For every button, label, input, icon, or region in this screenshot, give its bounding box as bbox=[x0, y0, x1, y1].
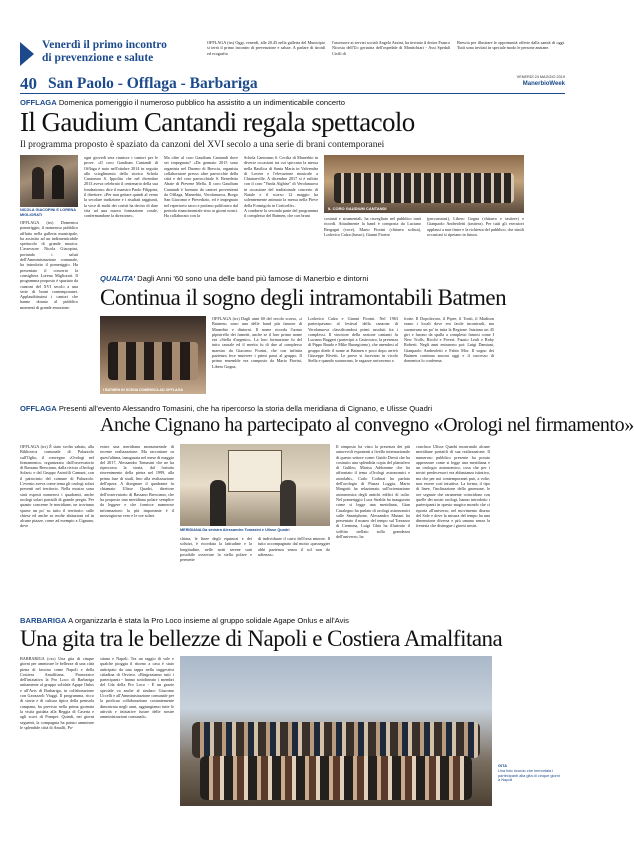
group-front-row bbox=[200, 756, 472, 800]
article3-kicker: OFFLAGA Presenti all'evento Alessandro Tomasini, che ha ripercorso la storia della meridiana di Cignano, e Ulisse Quadri bbox=[20, 404, 433, 413]
article-batmen bbox=[20, 272, 565, 402]
article3-photo-caption: MERIDIANA Da sinistra Alessandro Tomasini e Ulisse Quadri bbox=[180, 528, 290, 532]
paper-name: ManerbioWeek bbox=[522, 81, 565, 87]
article1-col-4: Schola Cantorum S. Cecilia di Manerbio in diverse occasioni tra cui spiccano la messa nella Basilica di Santa Maria in Valvendra di Lovere e l'elevazione musicale a Chiatonville. A dicembre 2017 si è esibito con il coro "Vinda Alghise" di Verolanuova in occasione del tradizionale concerto di Natale e il scorso 12 maggio ha solennemente animato la messa nella Pieve della Formigola in Corticelle». A condurre la seconda parte del programma il complesso del Batmen, che con brani bbox=[244, 155, 318, 219]
article1-photo-choir bbox=[324, 155, 524, 213]
article1-photo-speakers bbox=[20, 155, 78, 207]
section-title: San Paolo - Offlaga - Barbariga bbox=[48, 75, 258, 92]
article1-col-1: OFFLAGA (trs) Domenica pomeriggio, il numeroso pubblico affluito nella galleria municipale, ha assistito ad un indimenticabile spettacolo di grande musica. L'assessore Nicola Giacopini, portando i saluti dell'Amministrazione comunale, ha introdotto il pomeriggio. Ha presentato il concerto la consigliera Lorena Migliorati. Il programma proposto è spaziato da canzoni del XVI secolo a una serie di brani contemporanei. Applauditissimi i cantori che hanno donato al pubblico momenti di grande emozione. bbox=[20, 220, 78, 310]
article1-col-5: costanti e strumentali, ha risvegliato nel pubblico tanti ricordi. Attualmente la band è composta da Luciano Bergagni (voce), Mario Fiorini (chitarra solista), Lodovico Calza (basso), Gianni Fiorini bbox=[324, 216, 421, 237]
article-cignano bbox=[20, 402, 634, 612]
article3-col-3: chiara, le linee degli equinozi e dei solstizi, è ricordata la latitudine e la longitudine, nelle notti serene sarà possibile osservare la stella polare e permette bbox=[180, 536, 252, 563]
choir-row bbox=[334, 173, 514, 203]
banner-arrow-icon bbox=[20, 42, 34, 66]
band-members bbox=[108, 342, 198, 380]
article3-col-5: concluso Ulisse Quadri mostrando alcune meridiane portatili di sua realizzazione. Il numeroso pubblico presente ha potuto apprezzare come si legge una meridiana e un orologio astronomico, cosa che per i nostri predecessori era abbastanza istintivo, ma che per noi contemporanei può, a volte, non essere così intuitiva. La forma, il tipo di linee, l'inclinazione dello gnomone, le ore segnate che raramente coincidono con quelle dei nostri orologi, hanno introdotto i partecipanti in questo magico mondo che ci riporta all'universo, nel movimento diurno del Sole e dove la misura del tempo ha una dimensione diversa e più umana senza la frenesia che distingue i giorni nostri. bbox=[416, 444, 490, 529]
article3-col-1: OFFLAGA (trs) È stato svolto sabato, alla Biblioteca comunale di Palazzolo sull'Oglio, il convegno «Orologi nel firmamento» organizzato dall'osservatorio di Bassano Bresciano, dalla rivista «Orologi Solari» e dal Gruppo Astrofili Camuni, con il patrocinio del comune di Palazzolo. L'evento aveva come tema gli orologi solari presenti nel territorio. Nella mostra sono stati esposti numerosi i quadranti, anche orologi solari portatili di grande pregio. Per quanto concerne le meridiane, ne troviamo sparse un po' su tutto il territorio: sulle chiese ed anche su molte abitazioni ed in alcune piazze, come ad esempio a Cignano, dove bbox=[20, 444, 94, 529]
article1-kicker: OFFLAGA Domenica pomeriggio il numeroso pubblico ha assistito a un indimenticabile concerto bbox=[20, 98, 346, 107]
article1-col-6: (percussioni), Libero Gogna (chitarra e tastiere) e Gianpaolo Andreoletti (tastiera). Per tutti gli esecutori applausi a non finire e la richiesta del pubblico, che simili occasioni si ripetano in futuro. bbox=[427, 216, 524, 237]
article-barbariga bbox=[20, 616, 565, 836]
article4-headline: Una gita tra le bellezze di Napoli e Costiera Amalfitana bbox=[20, 626, 503, 651]
article1-subhead: Il programma proposto è spaziato da canzoni del XVI secolo a una serie di brani contemporanei bbox=[20, 140, 385, 150]
article2-photo-caption: I BATMEN IN SCENA DOMENICA AD OFFLAGA bbox=[103, 388, 183, 392]
banner-col-3: Brescia per illustrare le opportunità offerte dalla sanità di oggi. Tutti sono invitati in speciale modo le persone anziane. bbox=[457, 40, 565, 51]
banner-col-1: OFFLAGA (trs) Oggi, venerdì, alle 20.45 nella galleria del Municipio si terrà il primo incontro di prevenzione e salute. A parlare di tiroidi ed ecografia bbox=[207, 40, 325, 56]
article3-col-2: esiste una meridiana monumentale di recente realizzazione. Ma raccontare su quest'ultima, inaugurata nel mese di maggio del 2017, Alessandro Tomasini che ne ha ripercorso la storia, dal fortuito rinvenimento della pietra nel 1999, alla prima fase di studi, fino alla realizzazione dell'opera. A disegnare il quadrante fu chiamato Ulisse Quadri, direttore dell'osservatorio di Bassano Bresciano, che ha proposto una meridiana polare semplice da leggere e che fornisce numerose informazioni: la più importante è il mezzogiorno vero e le ore solari. bbox=[100, 444, 174, 518]
person-right bbox=[52, 165, 64, 199]
article4-photo-caption: GITA Una foto ricordo che immortala i partecipanti alla gita di cinque giorni a Napoli bbox=[498, 763, 560, 783]
group-back-row bbox=[192, 722, 480, 758]
page-header bbox=[20, 74, 565, 94]
article1-photo1-caption: NICOLA GIACOPINI E LORENA MIGLIORATI bbox=[20, 208, 76, 217]
banner-col-2: l'assessore ai servizi sociali Angelo Azzini, ha invitato il dottor Franco Nicosia dell'Uo geriatria dell'ospedale di Montichiari - Asst Spedali Civili di bbox=[332, 40, 450, 56]
article2-photo-band bbox=[100, 316, 206, 394]
article2-kicker: QUALITA' Dagli Anni '60 sono una delle band più famose di Manerbio e dintorni bbox=[100, 274, 369, 283]
article1-col-2: ogni giovedì sera riunisce i cantori per le prove. «Il coro Gaudium Cantandi di Offlaga è nato nell'ottobre 2014 in seguito allo scioglimento della storica Schola Cantorum S. Ippolito che nel dicembre 2013 aveva celebrato il centenario della sua fondazione» dice il maestro Paolo Filippini, il direttore. «Per non gettare quindi al vento la secolare tradizione e i risultati raggiunti, la voce di molti dei coristi ha deciso di dare vita ad una nuova formazione corale, confermandone la direzione». bbox=[84, 155, 158, 219]
article1-photo2-caption: IL CORO GAUDIUM CANTANDI bbox=[328, 206, 387, 211]
article3-col-4: Il simposio ha visto la presenza dei più autorevoli esponenti a livello internazionale di questo settore come: Guido Dresti che ha costruito una splendida copia del planisfero di Galileo, Marisa Addomine che ha affrontato il tema «Orologi astronomici e astrolabi», Carlo Corbuzi ha parlato dell'orologio di Piazza Loggia, Mario Margotti ha relazionato sull'orientazione astronomica degli antichi edifici di culto. Nel pomeriggio Luca Strabla ha inaugurato come si legge una meridiana, Gian Casalegno ha parlato di orologi astronomici sulle Smartphone, Alessandro Mutani ha presentato il museo del tempo sul Torrazzo di Cremona, Luigi Ghia ha illustrato il soffitto stellato sulla grandezza dell'universo, ha bbox=[336, 444, 410, 540]
banner-title: Venerdì il primo incontro di prevenzione e salute bbox=[42, 39, 167, 64]
article4-photo-group bbox=[180, 656, 492, 806]
article2-headline: Continua il sogno degli intramontabili Batmen bbox=[100, 285, 507, 310]
article1-col-3: Ma oltre al coro Gaudium Cantandi dove sei impegnato? «Da gennaio 2015 sono organista nel Duomo di Brescia, organista collaboratore presso altre parrocchie della città e del coro parrocchiale S. Benedetto Abate di Pievene Mella. Il coro Gaudium Cantandi è formato da cantori provenienti da Offlaga, Manerbio, Verolanuova, Borgo San Giacomo e Pievedizio, ed è impegnato nel repertorio sacro e profano polifonico dal periodo rinascimentale sino ai giorni nostri. Ha collaborato con la bbox=[164, 155, 238, 219]
page-number: 40 bbox=[20, 74, 37, 93]
article3-photo-sundial bbox=[180, 444, 330, 526]
article4-col-2: sitano e Napoli. Tra un raggio di sole e qualche pioggia il ritorno a casa è stato anticipato da una tappa nella suggestiva cittadina di Orvieto. «Ringraziamo tutti i partecipanti - hanno sottolineato i membri del Cda della Pro Loco - E un grazie speciale va anche al sindaco Giacomo Uccelli e all'Amministrazione comunale per la proficua collaborazione costantemente dimostrata negli anni, aggiungiamo tutte le attività e iniziative future delle nostre amministrazioni comunali». bbox=[100, 656, 174, 720]
sundial-dial bbox=[228, 450, 282, 492]
person-left bbox=[32, 167, 44, 199]
article2-col-2: Lodovico Calza e Gianni Fiorini. Nel 1963 partecipavano al festival della canzone di Verolanuova classificandosi primi assoluti fra i complessi. Il vincitore della sezione cantanti fu Luciano Baggeri (partecipò a Castrocaro, la presenza di Pippo Baudo e Mike Buongiorno), che unendosi al gruppo diede il nome ai Batmen e poco dopo arrivò Giuseppe Rivetti. Le prove si facevano in vicolo Stella e quando suonavano, le ragazze arrivavano a bbox=[308, 316, 398, 364]
article-gaudium bbox=[20, 98, 565, 310]
article1-headline: Il Gaudium Cantandi regala spettacolo bbox=[20, 107, 415, 137]
article4-kicker: BARBARIGA A organizzarla è stata la Pro Loco insieme al gruppo solidale Agape Onlus e all'Avis bbox=[20, 616, 349, 625]
article3-col-3b: di individuare il carro dell'orsa minore. Il tutto accompagnato dal motto «passeggier abbi pazienza senza il sol non do udienza». bbox=[258, 536, 330, 557]
top-banner bbox=[20, 38, 565, 68]
article2-col-1: OFFLAGA (trs) Dagli anni 60 del secolo scorso, «i Batmen» sono una delle band più famose di Manerbio e dintorni. Il nome ricorda l'uomo pipistrello dei fumetti, anche se il loro primo nome era «Stella d'argento». La loro formazione fu del tutto casuale ed il merito fu di due al complesso maestro da Giacomo Fiorini, che con infinita pazienza fece muovere i primi passi al gruppo. Il primo ensemble era composto da Mario Fiorini, Libero Gogna, bbox=[212, 316, 302, 369]
article3-headline: Anche Cignano ha partecipato al convegno «Orologi nel firmamento» bbox=[100, 414, 634, 436]
issue-date: VENERDÌ 24 MAGGIO 2019 bbox=[516, 75, 565, 79]
person-tomasini bbox=[210, 480, 226, 526]
person-quadri bbox=[280, 480, 296, 526]
article2-col-3: frotte. Il Dopolavoro, il Pipee, il Trotti, il Madison erano i locali dove era facile incontrarli, ma suonavano un po' in tutta la Regione. Iniziano un 45 giri e furono da spalla a complessi famosi come I New Trolls, Ricchi e Poveri, Fausto Leali e Roby Roberti. Negli anni entrarono poi: Luigi Damiani, Gianpaolo Andreoletti e Fabio Mor. Il sogno dei Batmen continua ancora oggi e il successo di domenica lo conferma. bbox=[404, 316, 494, 364]
article4-col-1: BARBARIGA (cxs) Una gita di cinque giorni per ammirare le bellezze di una città piena di fascino come Napoli e della Costiera Amalfitana. Promotrice dell'iniziativa la Pro Loco di Barbariga unitamente al gruppo solidale Agape Onlus e all'Avis di Barbariga, in collaborazione con Gavazzoli Viaggi. Il programma, ricco di storia e di cultura tipica della penisola campana, ha previsto nella prima giornata la visita guidata alla Reggia di Caserta e agli scavi di Pompei. Quindi, nei giorni seguenti, la compagnia ha potuto ammirare le splendide città di Amalfi, Po- bbox=[20, 656, 94, 730]
